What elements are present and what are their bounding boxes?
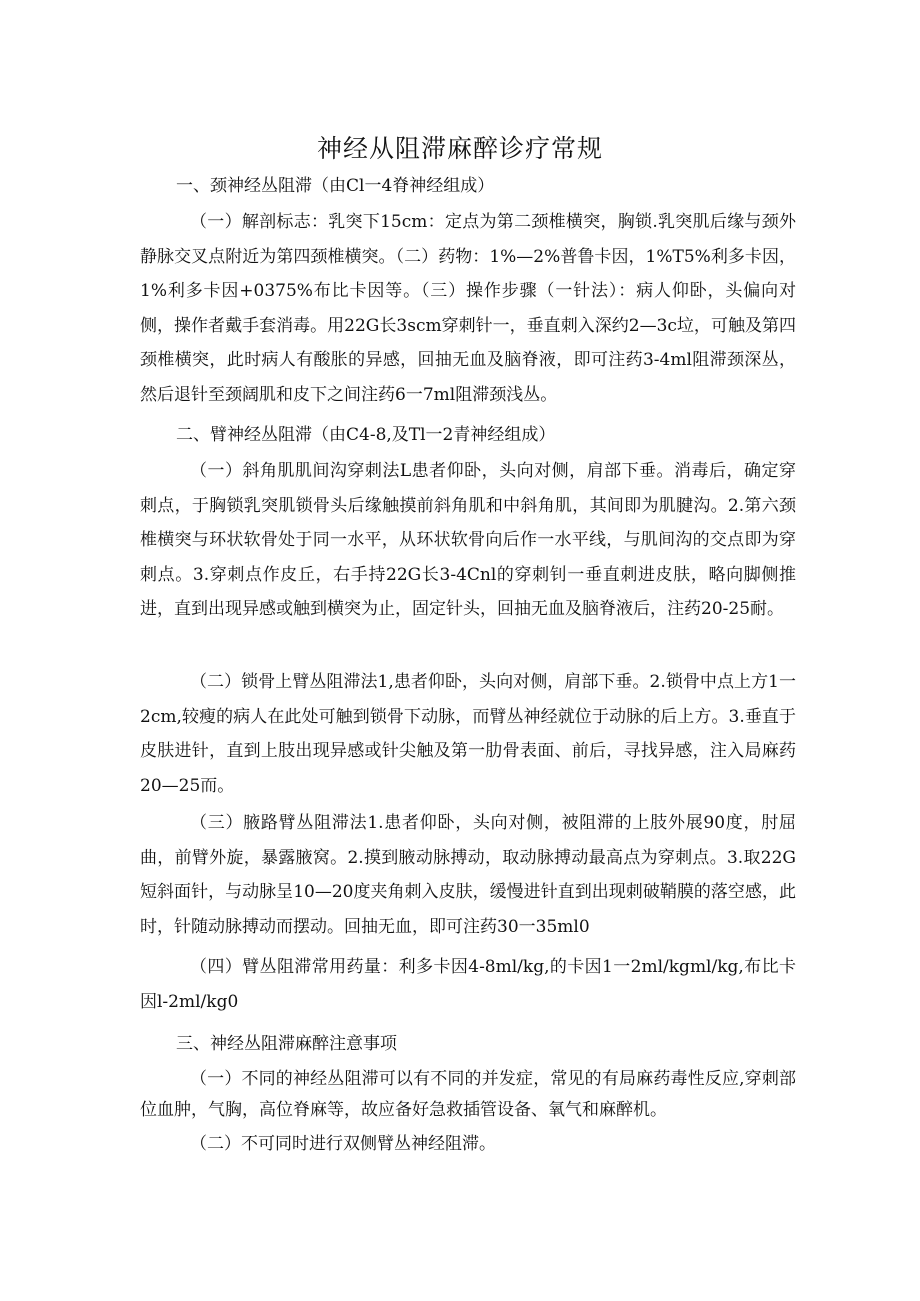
section-heading-cervical-plexus: 一、颈神经丛阻滞（由Cl一4脊神经组成） [176,176,495,196]
paragraph-bilateral-warning: （二）不可同时进行双侧臂丛神经阻滞。 [190,1134,496,1154]
section-heading-precautions: 三、神经丛阻滞麻醉注意事项 [176,1034,397,1054]
paragraph-axillary: （三）腋路臂丛阻滞法1.患者仰卧，头向对侧，被阻滞的上肢外展90度，肘屈曲，前臂外旋，暴露腋窝。2.摸到腋动脉搏动，取动脉搏动最高点为穿刺点。3.取22G短斜面针，与动脉呈10—20度夹角刺入皮肤，缓慢进针直到出现刺破鞘膜的落空感，此时，针随动脉搏动而摆动。回抽无血，即可注药30一35ml0 [140,813,796,937]
paragraph-interscalene: （一）斜角肌肌间沟穿刺法L患者仰卧，头向对侧，肩部下垂。消毒后，确定穿刺点，于胸锁乳突肌锁骨头后缘触摸前斜角肌和中斜角肌，其间即为肌腱沟。2.第六颈椎横突与环状软骨处于同一水平，从环状软骨向后作一水平线，与肌间沟的交点即为穿刺点。3.穿刺点作皮丘，右手持22G长3-4Cnl的穿刺钊一垂直刺进皮肤，略向脚侧推进，直到出现异感或触到横突为止，固定针头，回抽无血及脑脊液后，注药20-25耐。 [140,461,796,619]
paragraph-dosage: （四）臂丛阻滞常用药量：利多卡因4-8ml/kg,的卡因1一2ml/kgml/kg,布比卡因l-2ml/kg0 [140,957,796,1012]
page-title: 神经从阻滞麻醉诊疗常规 [316,134,603,163]
paragraph-complications: （一）不同的神经丛阻滞可以有不同的并发症，常见的有局麻药毒性反应,穿刺部位血肿，气胸，高位脊麻等，故应备好急救插管设备、氧气和麻醉机。 [140,1069,796,1120]
paragraph-cervical-plexus: （一）解剖标志：乳突下15cm：定点为第二颈椎横突，胸锁.乳突肌后缘与颈外静脉交叉点附近为第四颈椎横突。（二）药物：1%—2%普鲁卡因，1%T5%利多卡因，1%利多卡因+0375%布比卡因等。（三）操作步骤（一针法）：病人仰卧，头偏向对侧，操作者戴手套消毒。用22G长3scm穿刺针一，垂直刺入深约2—3c垃，可触及第四颈椎横突，此时病人有酸胀的异感，回抽无血及脑脊液，即可注药3-4ml阻滞颈深丛，然后退针至颈阔肌和皮下之间注药6一7ml阻滞颈浅丛。 [140,212,796,405]
section-heading-brachial-plexus: 二、臂神经丛阻滞（由C4-8,及Tl一2青神经组成） [176,425,556,445]
paragraph-supraclavicular: （二）锁骨上臂丛阻滞法1,患者仰卧，头向对侧，肩部下垂。2.锁骨中点上方1一2cm,较瘦的病人在此处可触到锁骨下动脉，而臂丛神经就位于动脉的后上方。3.垂直于皮肤进针，直到上肢出现异感或针尖触及第一肋骨表面、前后，寻找异感，注入局麻药20—25而。 [140,672,796,796]
